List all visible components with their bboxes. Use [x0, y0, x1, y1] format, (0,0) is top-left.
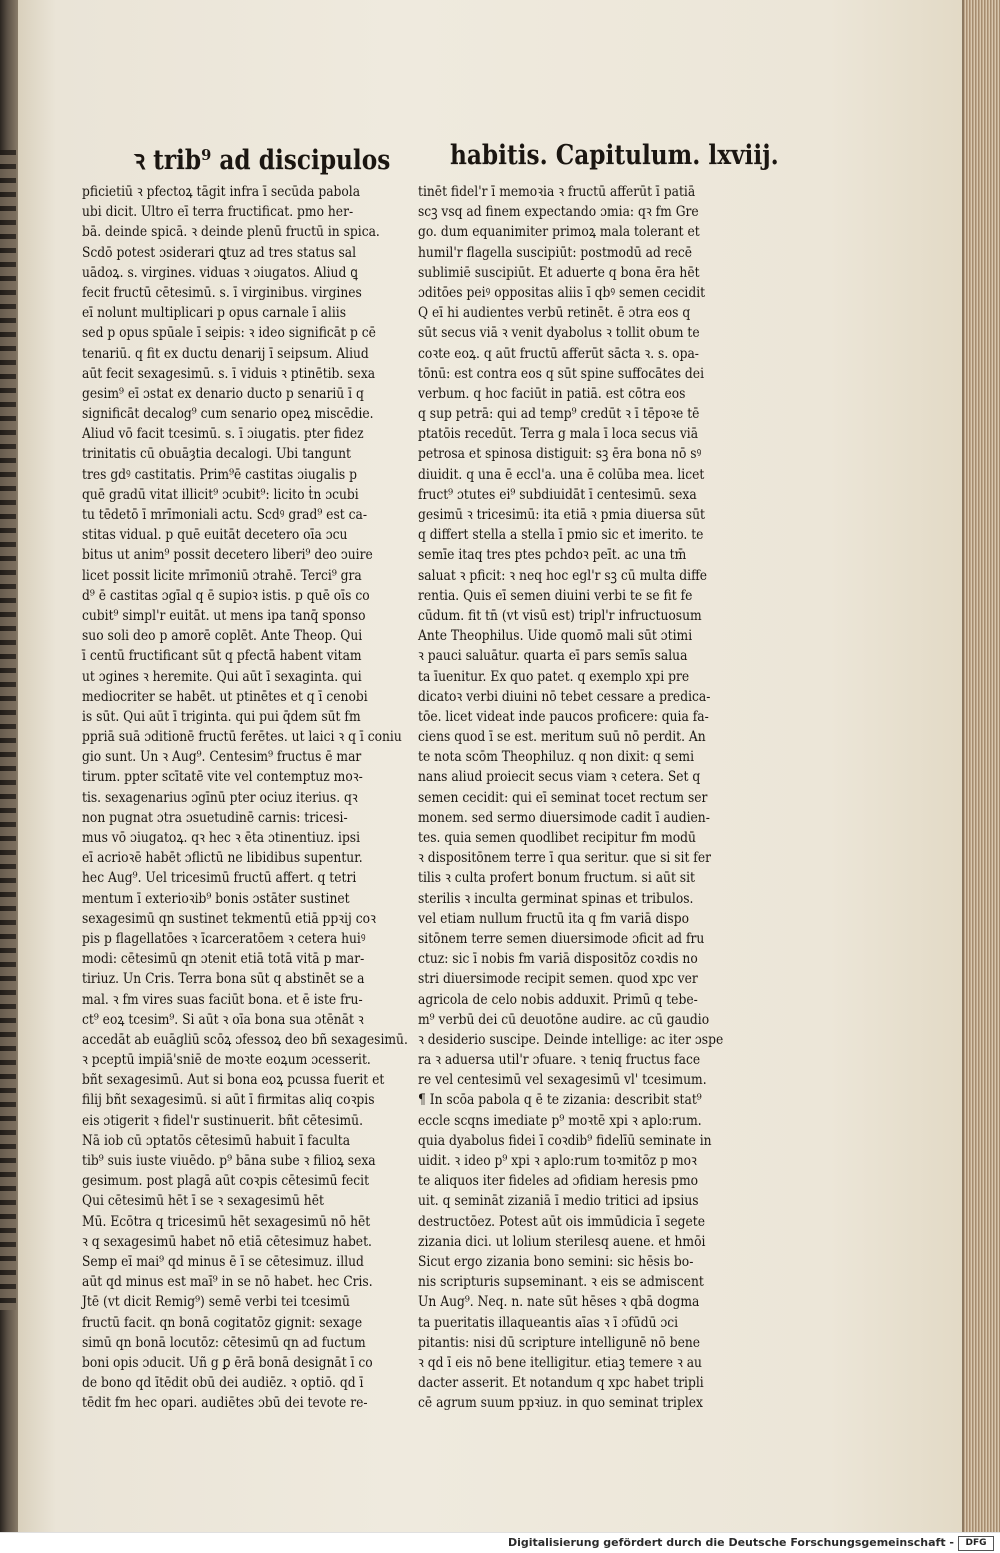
- text-line: q differt stella a stella ī pmio sic et imerito. te: [418, 527, 704, 544]
- text-line: fructū facit. qn bonā cogitatōz gignit: sexage: [82, 1314, 363, 1331]
- text-line: mentum ī exterioꝛib⁹ bonis ɔstāter sustinet: [82, 890, 350, 907]
- text-line: bñt sexagesimū. Aut si bona eoꝝ pcussa fuerit et: [82, 1072, 385, 1089]
- text-line: ꝛ dispositōnem terre ī qua seritur. que si sit fer: [418, 850, 712, 867]
- text-line: ta pueritatis illaqueantis aīas ꝛ ī ɔfūdū ɔci: [418, 1314, 679, 1331]
- text-line: stitas vidual. p quē euitāt decetero oīa ɔcu: [82, 527, 348, 544]
- text-line: petrosa et spinosa distiguit: sꝫ ēra bona nō sꝰ: [418, 446, 702, 463]
- text-line: hec Aug⁹. Uel tricesimū fructū affert. q tetri: [82, 870, 357, 887]
- text-line: dicatoꝛ verbi diuini nō tebet cessare a predica-: [418, 688, 711, 705]
- text-line: eccle scqns imediate p⁹ moꝛtē xpi ꝛ aplo:rum.: [418, 1112, 702, 1129]
- text-line: coꝛte eoꝝ. q aūt fructū afferūt sācta ꝛ. s. opa-: [418, 345, 699, 362]
- text-line: tōe. licet videat inde paucos proficere: quia fa-: [418, 708, 709, 725]
- text-line: pis p flagellatōes ꝛ īcarceratōem ꝛ cetera huiꝰ: [82, 930, 366, 947]
- text-line: quia dyabolus fidei ī coꝛdib⁹ fidelīū seminate in: [418, 1132, 712, 1149]
- text-line: aūt fecit sexagesimū. s. ī viduis ꝛ ptinētib. sexa: [82, 365, 376, 382]
- text-line: mal. ꝛ fm vires suas faciūt bona. et ē iste fru-: [82, 991, 363, 1008]
- text-line: tres gdꝰ castitatis. Prim⁹ē castitas ɔiugalis p: [82, 466, 357, 483]
- text-line: Nā iob cū ɔptatōs cētesimū habuit ī faculta: [82, 1132, 351, 1149]
- text-line: q sup petrā: qui ad temp⁹ credūt ꝛ ī tēpoꝛe tē: [418, 406, 700, 423]
- text-line: trinitatis cū obuāȝtia decalogi. Ubi tangunt: [82, 446, 351, 463]
- text-line: ꝛ pceptū impiā'sniē de moꝛte eoꝝum ɔcesserit.: [82, 1052, 371, 1069]
- text-line: Un Aug⁹. Neq. n. nate sūt hēses ꝛ qbā dogma: [418, 1294, 700, 1311]
- text-line: Aliud vō facit tcesimū. s. ī ɔiugatis. pter fidez: [82, 426, 364, 443]
- text-line: tōnū: est contra eos q sūt spine suffocātes dei: [418, 365, 705, 382]
- text-line: destructōez. Potest aūt ois immūdicia ī segete: [418, 1213, 706, 1230]
- running-header-right: habitis. Capitulum. lxviij.: [450, 140, 779, 171]
- text-line: tinēt fidel'r ī memoꝛia ꝛ fructū afferūt ī patiā: [418, 184, 696, 200]
- text-line: stri diuersimode recipit semen. quod xpc ver: [418, 971, 698, 988]
- text-line: gio sunt. Un ꝛ Aug⁹. Centesim⁹ fructus ē mar: [82, 749, 362, 766]
- text-line: tilis ꝛ culta profert bonum fructum. si aūt sit: [418, 870, 696, 887]
- text-line: rentia. Quis eī semen diuini verbi te se fit fe: [418, 587, 693, 604]
- text-line: tu tēdetō ī mrīmoniali actu. Scdꝰ grad⁹ est ca-: [82, 507, 367, 523]
- text-line: tis. sexagenarius ɔgīnū pter ociuz iterius. qꝛ: [82, 789, 358, 806]
- text-line: fecit fructū cētesimū. s. ī virginibus. virgines: [82, 284, 362, 301]
- text-line: Jtē (vt dicit Remig⁹) semē verbi tei tcesimū: [82, 1294, 350, 1311]
- text-line: tirum. ppter scītatē vite vel contemptuz moꝛ-: [82, 769, 363, 786]
- text-line: uādoꝝ. s. virgines. viduas ꝛ ɔiugatos. Aliud ꝗ: [82, 264, 358, 281]
- text-line: gesimum. post plagā aūt coꝛpis cētesimū fecit: [82, 1173, 370, 1190]
- text-line: cē agrum suum ppꝛiuz. in quo seminat triplex: [418, 1395, 703, 1412]
- text-line: eī nolunt multiplicari p opus carnale ī aliis: [82, 305, 347, 322]
- text-line: Sicut ergo zizania bono semini: sic hēsis bo-: [418, 1253, 694, 1270]
- text-line: ꝛ pauci saluātur. quarta eī pars semīs salua: [418, 648, 688, 665]
- text-line: nis scripturis supseminant. ꝛ eis se admiscent: [418, 1274, 704, 1291]
- text-line: accedāt ab euāgliū scōꝝ ɔfessoꝝ deo bñ sexagesimū.: [82, 1031, 408, 1048]
- text-line: significāt decalog⁹ cum senario opeꝝ miscēdie.: [82, 406, 374, 423]
- text-line: filij bñt sexagesimū. si aūt ī firmitas aliq coꝛpis: [82, 1092, 375, 1109]
- text-line: modi: cētesimū qn ɔtenit etiā totā vitā p mar-: [82, 951, 365, 968]
- text-line: dacter asserit. Et notandum q xpc habet tripli: [418, 1375, 704, 1392]
- text-line: ꝛ desiderio suscipe. Deinde intellige: ac iter ɔspe: [418, 1031, 724, 1048]
- text-line: Qui cētesimū hēt ī se ꝛ sexagesimū hēt: [82, 1193, 324, 1210]
- text-line: sed p opus spūale ī seipis: ꝛ ideo significāt p cē: [82, 325, 376, 342]
- text-line: semīe itaq tres ptes pchdoꝛ peīt. ac una tm̄: [418, 547, 687, 564]
- text-line: nans aliud proiecit secus viam ꝛ cetera. Set q: [418, 769, 701, 786]
- text-line: tēdit fm hec opari. audiētes ɔbū dei tevote re-: [82, 1395, 368, 1412]
- text-line: sitōnem terre semen diuersimode ɔficit ad fru: [418, 930, 705, 947]
- facing-page-edge: [0, 0, 18, 1532]
- text-line: tiriuz. Un Cris. Terra bona sūt q abstinēt se a: [82, 971, 365, 988]
- text-line: ctuz: sic ī nobis fm variā dispositōz coꝛdis no: [418, 951, 698, 968]
- text-line: scꝫ vsq ad finem expectando ɔmia: qꝛ fm Gre: [418, 204, 699, 221]
- text-line: Scdō potest ɔsiderari ꝗtuz ad tres status sal: [82, 244, 357, 261]
- text-line: Mū. Ecōtra q tricesimū hēt sexagesimū nō hēt: [82, 1213, 371, 1230]
- text-line: bā. deinde spicā. ꝛ deinde plenū fructū in spica.: [82, 224, 380, 241]
- text-line: ꝛ qd ī eis nō bene itelligitur. etiaꝫ temere ꝛ au: [418, 1354, 702, 1371]
- text-line: is sūt. Qui aūt ī triginta. qui pui q̄dem sūt fm: [82, 708, 361, 725]
- facing-page-text: [0, 150, 16, 1310]
- text-line: sūt secus viā ꝛ venit dyabolus ꝛ tollit obum te: [418, 325, 700, 342]
- running-header-left: ꝛ trib⁹ ad discipulos: [134, 145, 391, 176]
- text-line: vel etiam nullum fructū ita q fm variā dispo: [418, 910, 690, 927]
- text-line: tes. quia semen quodlibet recipitur fm modū: [418, 830, 696, 846]
- text-column-right: [418, 182, 738, 1413]
- text-line: non pugnat ɔtra ɔsuetudinē carnis: tricesi-: [82, 809, 348, 826]
- text-line: gesimū ꝛ tricesimū: ita etiā ꝛ pmia diuersa sūt: [418, 507, 705, 523]
- text-line: suo soli deo p amorē coplēt. Ante Theop. Qui: [82, 628, 363, 645]
- text-line: Q eī hi audientes verbū retinēt. ē ɔtra eos q: [418, 305, 691, 322]
- page-edges: [962, 0, 1000, 1532]
- text-line: ct⁹ eoꝝ tcesim⁹. Si aūt ꝛ oīa bona sua ɔtēnāt ꝛ: [82, 1011, 364, 1028]
- text-line: monem. sed sermo diuersimode cadit ī audien-: [418, 809, 710, 826]
- text-line: m⁹ verbū dei cū deuotōne audire. ac cū gaudio: [418, 1011, 710, 1028]
- text-line: ꝛ q sexagesimū habet nō etiā cētesimuz habet.: [82, 1233, 372, 1250]
- text-line: uit. q semināt zizaniā ī medio tritici ad ipsius: [418, 1193, 699, 1210]
- text-line: d⁹ ē castitas ɔgīal q ē supioꝛ istis. p quē oīs co: [82, 587, 370, 604]
- text-line: de bono qd ītēdit obū dei audiēz. ꝛ optiō. qd ī: [82, 1375, 364, 1392]
- text-line: mus vō ɔiugatoꝝ. qꝛ hec ꝛ ēta ɔtinentiuz. ipsi: [82, 830, 361, 846]
- text-line: sublimiē suscipiūt. Et aduerte q bona ēra hēt: [418, 264, 700, 281]
- text-line: ¶ In scōa pabola q ē te zizania: describit stat⁹: [418, 1092, 702, 1109]
- text-line: gesim⁹ eī ɔstat ex denario ducto p senariū ī q: [82, 385, 364, 402]
- text-line: quē gradū vitat illicit⁹ ɔcubit⁹: licito ṫn ɔcubi: [82, 486, 359, 503]
- text-line: ciens quod ī se est. meritum suū nō perdit. An: [418, 729, 706, 746]
- text-line: te aliquos iter fideles ad ɔfidiam heresis pmo: [418, 1173, 699, 1190]
- text-column-left: [82, 182, 408, 1413]
- text-line: ra ꝛ aduersa util'r ɔfuare. ꝛ teniq fructus face: [418, 1052, 701, 1069]
- text-line: licet possit licite mrīmoniū ɔtrahē. Terci⁹ gra: [82, 567, 362, 584]
- text-line: tenariū. q fit ex ductu denarij ī seipsum. Aliud: [82, 345, 369, 362]
- text-line: Semp eī mai⁹ qd minus ē ī se cētesimuz. illud: [82, 1253, 364, 1270]
- text-line: sterilis ꝛ inculta germinat spinas et tribulos.: [418, 890, 694, 907]
- text-line: verbum. q hoc faciūt in patiā. est cōtra eos: [418, 385, 686, 402]
- text-line: uidit. ꝛ ideo p⁹ xpi ꝛ aplo:rum toꝛmitōz p moꝛ: [418, 1153, 697, 1169]
- dfg-logo: DFG: [958, 1536, 994, 1551]
- book-page: [18, 0, 970, 1532]
- text-line: ta īuenitur. Ex quo patet. q exemplo xpi pre: [418, 668, 690, 685]
- text-line: diuidit. q una ē eccl'a. una ē colūba mea. licet: [418, 466, 705, 483]
- text-line: boni opis ɔducit. Uñ g ꝑ ērā bonā designāt ī co: [82, 1354, 373, 1371]
- funding-credit: Digitalisierung gefördert durch die Deutsche Forschungsgemeinschaft -: [507, 1536, 954, 1549]
- text-line: humil'r flagella suscipiūt: postmodū ad recē: [418, 244, 693, 261]
- text-line: ī centū fructificant sūt q pfectā habent vitam: [82, 648, 362, 665]
- text-line: tib⁹ suis iuste viuēdo. p⁹ bāna sube ꝛ filioꝝ sexa: [82, 1153, 376, 1169]
- text-line: re vel centesimū vel sexagesimū vl' tcesimum.: [418, 1072, 707, 1089]
- text-line: Ante Theophilus. Uide quomō mali sūt ɔtimi: [418, 628, 693, 645]
- text-line: fruct⁹ ɔtutes ei⁹ subdiuidāt ī centesimū. sexa: [418, 486, 697, 503]
- text-line: cūdum. fit tn̄ (vt visū est) tripl'r infructuosum: [418, 607, 702, 624]
- text-line: ppriā suā ɔditionē fructū ferētes. ut laici ꝛ q ī coniu: [82, 729, 402, 746]
- text-line: eī acrioꝛē habēt ɔflictū ne libidibus supentur.: [82, 850, 363, 867]
- text-line: eis ɔtigerit ꝛ fidel'r sustinuerit. bñt cētesimū.: [82, 1112, 364, 1129]
- text-line: zizania dici. ut lolium sterilesq auene. et hmōi: [418, 1233, 706, 1250]
- text-line: bitus ut anim⁹ possit decetero liberi⁹ deo ↄuire: [82, 547, 373, 564]
- text-line: go. dum equanimiter primoꝝ mala tolerant et: [418, 224, 700, 241]
- text-line: semen cecidit: qui eī seminat tocet rectum ser: [418, 789, 708, 806]
- text-line: pficietiū ꝛ pfectoꝝ tāgit infra ī secūda pabola: [82, 184, 361, 200]
- text-line: cubit⁹ simpl'r euitāt. ut mens ipa tanq̄ sponso: [82, 607, 366, 624]
- text-line: ɔditōes peiꝰ oppositas aliis ī qbꝰ semen cecidit: [418, 284, 706, 301]
- text-line: te nota scōm Theophiluz. q non dixit: q semi: [418, 749, 695, 766]
- text-line: mediocriter se habēt. ut ptinētes et q ī cenobi: [82, 688, 368, 705]
- text-line: ubi dicit. Ultro eī terra fructificat. pmo her-: [82, 204, 354, 221]
- text-line: agricola de celo nobis adduxit. Primū q tebe-: [418, 991, 698, 1008]
- text-line: aūt qd minus est maī⁹ in se nō habet. hec Cris.: [82, 1274, 373, 1291]
- text-line: simū qn bonā locutōz: cētesimū qn ad fuctum: [82, 1334, 366, 1351]
- text-line: ut ɔgines ꝛ heremite. Qui aūt ī sexaginta. qui: [82, 668, 362, 685]
- footer-bar: [0, 1532, 1000, 1553]
- text-line: ptatōis recedūt. Terra g mala ī loca secus viā: [418, 426, 699, 443]
- text-line: saluat ꝛ pficit: ꝛ neq hoc egl'r sꝫ cū multa diffe: [418, 567, 708, 584]
- text-line: sexagesimū qn sustinet tekmentū etiā ppꝛij coꝛ: [82, 910, 376, 927]
- text-line: pitantis: nisi dū scripture intelligunē nō bene: [418, 1334, 701, 1351]
